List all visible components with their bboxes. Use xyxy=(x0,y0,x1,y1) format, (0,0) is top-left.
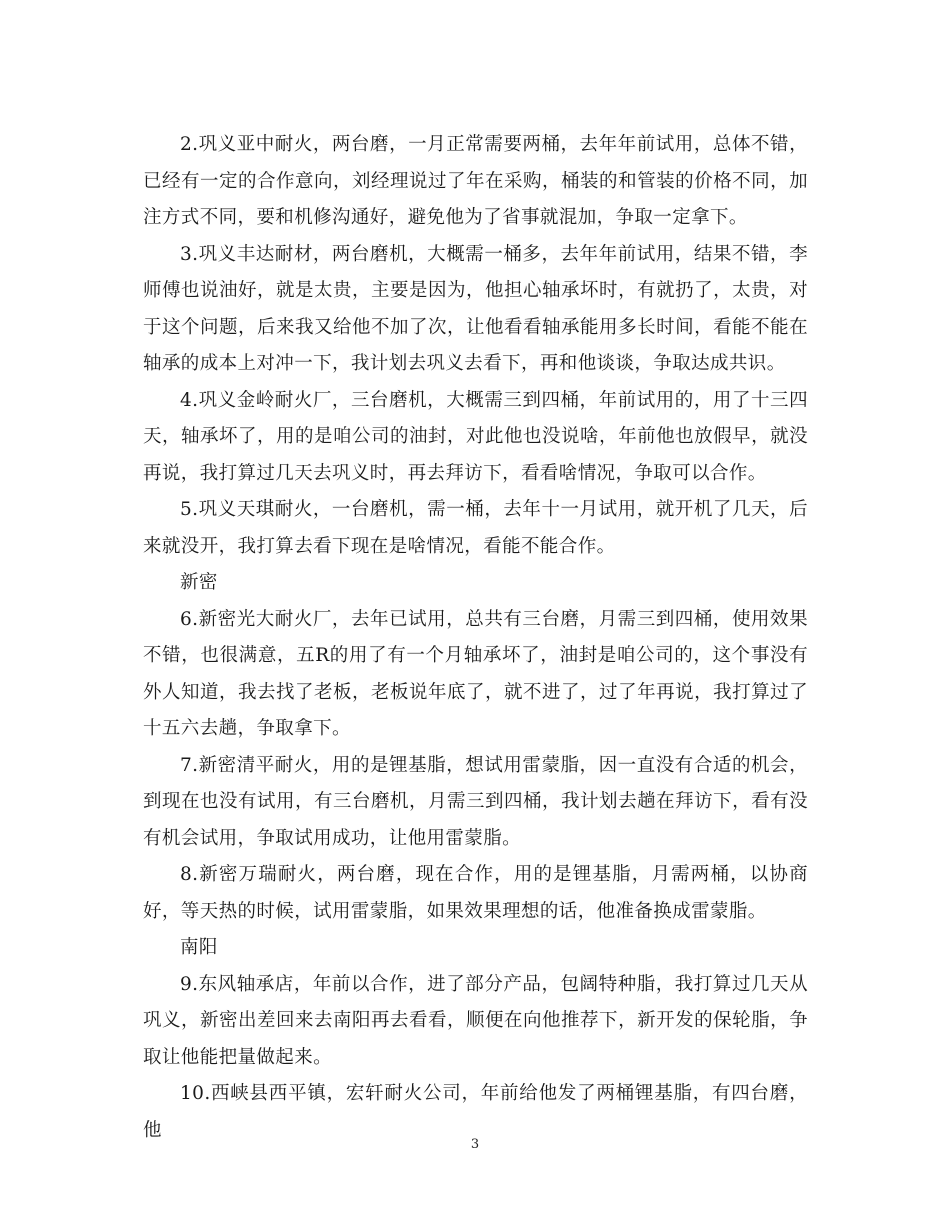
paragraph-gongyi-yazhong: 2.巩义亚中耐火，两台磨，一月正常需要两桶，去年年前试用，总体不错，已经有一定的合作意向，刘经理说过了年在采购，桶装的和管装的价格不同，加注方式不同，要和机修沟通好，避免他为了省事就混加，争取一定拿下。 xyxy=(143,134,808,228)
page-number: 3 xyxy=(470,1137,480,1152)
paragraph-dongfeng-bearing: 9.东风轴承店，年前以合作，进了部分产品，包阔特种脂，我打算过几天从巩义，新密出差回来去南阳再去看看，顺便在向他推荐下，新开发的保轮脂，争取让他能把量做起来。 xyxy=(143,973,808,1068)
document-body xyxy=(143,127,808,1149)
paragraph-gongyi-tianqi: 5.巩义天琪耐火，一台磨机，需一桶，去年十一月试用，就开机了几天，后来就没开，我打算去看下现在是啥情况，看能不能合作。 xyxy=(143,499,808,557)
paragraph-gongyi-fengda: 3.巩义丰达耐材，两台磨机，大概需一桶多，去年年前试用，结果不错，李师傅也说油好，就是太贵，主要是因为，他担心轴承坏时，有就扔了，太贵，对于这个问题，后来我又给他不加了次，让他看看轴承能用多长时间，看能不能在轴承的成本上对冲一下，我计划去巩义去看下，再和他谈谈，争取达成共识。 xyxy=(143,243,808,374)
paragraph-xinmi-wanrui: 8.新密万瑞耐火，两台磨，现在合作，用的是锂基脂，月需两桶，以协商好，等天热的时候，试用雷蒙脂，如果效果理想的话，他准备换成雷蒙脂。 xyxy=(143,864,808,922)
paragraph-xixia-hongxuan: 10.西峡县西平镇，宏轩耐火公司，年前给他发了两桶锂基脂，有四台磨，他 xyxy=(143,1083,808,1141)
paragraph-gongyi-jinling: 4.巩义金岭耐火厂，三台磨机，大概需三到四桶，年前试用的，用了十三四天，轴承坏了，用的是咱公司的油封，对此他也没说啥，年前他也放假早，就没再说，我打算过几天去巩义时，再去拜访下，看看啥情况，争取可以合作。 xyxy=(143,389,808,484)
paragraph-xinmi-guangda: 6.新密光大耐火厂，去年已试用，总共有三台磨，月需三到四桶，使用效果不错，也很满意，五R的用了有一个月轴承坏了，油封是咱公司的，这个事没有外人知道，我去找了老板，老板说年底了，就不进了，过了年再说，我打算过了十五六去趟，争取拿下。 xyxy=(143,608,808,739)
paragraph-xinmi-qingping: 7.新密清平耐火，用的是锂基脂，想试用雷蒙脂，因一直没有合适的机会，到现在也没有试用，有三台磨机，月需三到四桶，我计划去趟在拜访下，看有没有机会试用，争取试用成功，让他用雷蒙脂。 xyxy=(143,754,808,849)
section-heading-nanyang: 南阳 xyxy=(180,937,218,958)
section-heading-xinmi: 新密 xyxy=(180,572,218,593)
